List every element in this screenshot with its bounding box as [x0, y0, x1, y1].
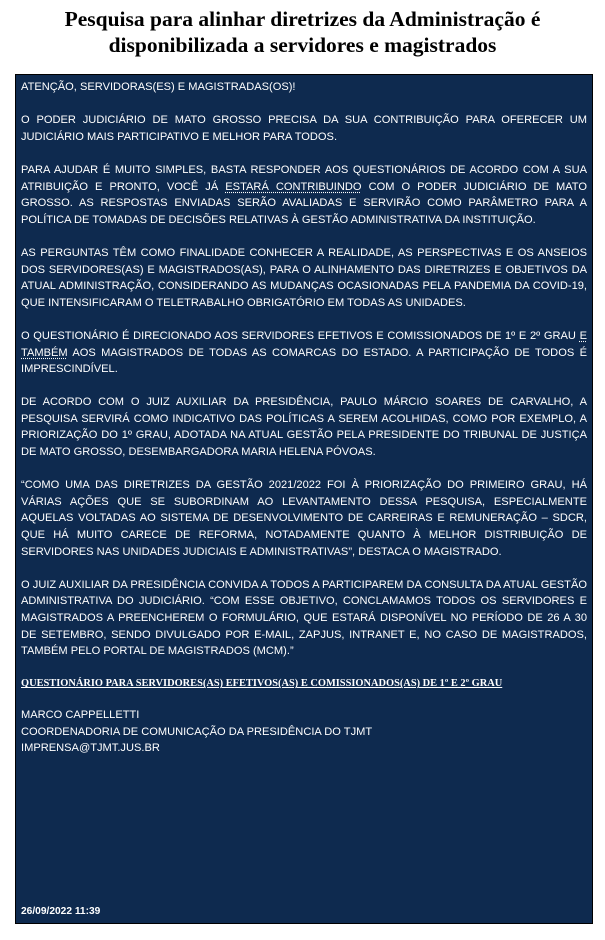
signature-name: MARCO CAPPELLETTI	[21, 708, 140, 721]
questionnaire-link[interactable]: QUESTIONÁRIO PARA SERVIDORES(AS) EFETIVOS(AS) E COMISSIONADOS(AS) DE 1º E 2º GRAU	[21, 678, 503, 690]
page-title: Pesquisa para alinhar diretrizes da Administração é disponibilizada a servidores e magistrados	[64, 7, 541, 57]
paragraph-contribution: O PODER JUDICIÁRIO DE MATO GROSSO PRECISA DA SUA CONTRIBUIÇÃO PARA OFERECER UM JUDICIÁRIO MAIS PARTICIPATIVO E MELHOR PARA TODOS.	[21, 114, 587, 143]
paragraph-purpose: AS PERGUNTAS TÊM COMO FINALIDADE CONHECER A REALIDADE, AS PERSPECTIVAS E OS ANSEIOS DOS SERVIDORES(AS) E MAGISTRADOS(AS), PARA O ALINHAMENTO DAS DIRETRIZES E OBJETIVOS DA ATUAL ADMINISTRAÇÃO, CONSIDERANDO AS MUDANÇAS OCASIONADAS PELA PANDEMIA DA COVID-19, QUE INTENSIFICARAM O TELETRABALHO OBRIGATÓRIO EM TODAS AS UNIDADES.	[21, 246, 587, 309]
attention-heading: ATENÇÃO, SERVIDORAS(ES) E MAGISTRADAS(OS)!	[21, 81, 296, 93]
highlighted-phrase-contribuindo: ESTARÁ CONTRIBUINDO	[225, 180, 362, 193]
signature-block	[21, 707, 587, 757]
paragraph-audience	[21, 328, 587, 378]
paragraph-audience-start: O QUESTIONÁRIO É DIRECIONADO AOS SERVIDORES EFETIVOS E COMISSIONADOS DE 1º E 2º GRAU	[21, 329, 580, 342]
paragraph-invitation: O JUIZ AUXILIAR DA PRESIDÊNCIA CONVIDA A TODOS A PARTICIPAREM DA CONSULTA DA ATUAL GESTÃO ADMINISTRATIVA DO JUDICIÁRIO. “COM ESSE OBJETIVO, CONCLAMAMOS TODOS OS SERVIDORES E MAGISTRADOS A PREENCHEREM O FORMULÁRIO, QUE ESTARÁ DISPONÍVEL NO PERÍODO DE 26 A 30 DE SETEMBRO, SENDO DIVULGADO POR E-MAIL, ZAPJUS, INTRANET E, NO CASO DE MAGISTRADOS, TAMBÉM PELO PORTAL DE MAGISTRADOS (MCM).”	[21, 578, 587, 658]
paragraph-audience-end: AOS MAGISTRADOS DE TODAS AS COMARCAS DO ESTADO. A PARTICIPAÇÃO DE TODOS É IMPRESCINDÍVEL.	[21, 346, 587, 376]
paragraph-quote: “COMO UMA DAS DIRETRIZES DA GESTÃO 2021/2022 FOI À PRIORIZAÇÃO DO PRIMEIRO GRAU, HÁ VÁRIAS AÇÕES QUE SE SUBORDINAM AO LEVANTAMENTO DESSA PESQUISA, ESPECIALMENTE AQUELAS VOLTADAS AO SISTEMA DE DESENVOLVIMENTO DE CARREIRAS E REMUNERAÇÃO – SDCR, QUE HÁ MUITO CARECE DE REFORMA, NOTADAMENTE QUANTO À MELHOR DISTRIBUIÇÃO DE SERVIDORES NAS UNIDADES JUDICIAIS E ADMINISTRATIVAS”, DESTACA O MAGISTRADO.	[21, 479, 587, 558]
paragraph-how-to-help-end: COM O PODER JUDICIÁRIO DE MATO GROSSO. AS RESPOSTAS ENVIADAS SERÃO AVALIADAS E SERVIRÃO COMO PARÂMETRO PARA A POLÍTICA DE TOMADAS DE DECISÕES RELATIVAS À GESTÃO ADMINISTRATIVA DA INSTITUIÇÃO.	[21, 180, 588, 226]
highlighted-phrase-e-tambem: E TAMBÉM	[21, 329, 587, 359]
paragraph-how-to-help-start: PARA AJUDAR É MUITO SIMPLES, BASTA RESPONDER AOS QUESTIONÁRIOS DE ACORDO COM A SUA ATRIBUIÇÃO E PRONTO, VOCÊ JÁ	[21, 163, 587, 193]
signature-department: COORDENADORIA DE COMUNICAÇÃO DA PRESIDÊNCIA DO TJMT	[21, 725, 373, 738]
notice-box	[15, 74, 593, 924]
signature-email: IMPRENSA@TJMT.JUS.BR	[21, 742, 160, 755]
paragraph-how-to-help	[21, 162, 587, 228]
timestamp: 26/09/2022 11:39	[21, 906, 101, 917]
paragraph-judge-statement: DE ACORDO COM O JUIZ AUXILIAR DA PRESIDÊNCIA, PAULO MÁRCIO SOARES DE CARVALHO, A PESQUISA SERVIRÁ COMO INDICATIVO DAS POLÍTICAS A SEREM ACOLHIDAS, COMO POR EXEMPLO, A PRIORIZAÇÃO DO 1º GRAU, ADOTADA NA ATUAL GESTÃO PELA PRESIDENTE DO TRIBUNAL DE JUSTIÇA DE MATO GROSSO, DESEMBARGADORA MARIA HELENA PÓVOAS.	[21, 396, 587, 459]
